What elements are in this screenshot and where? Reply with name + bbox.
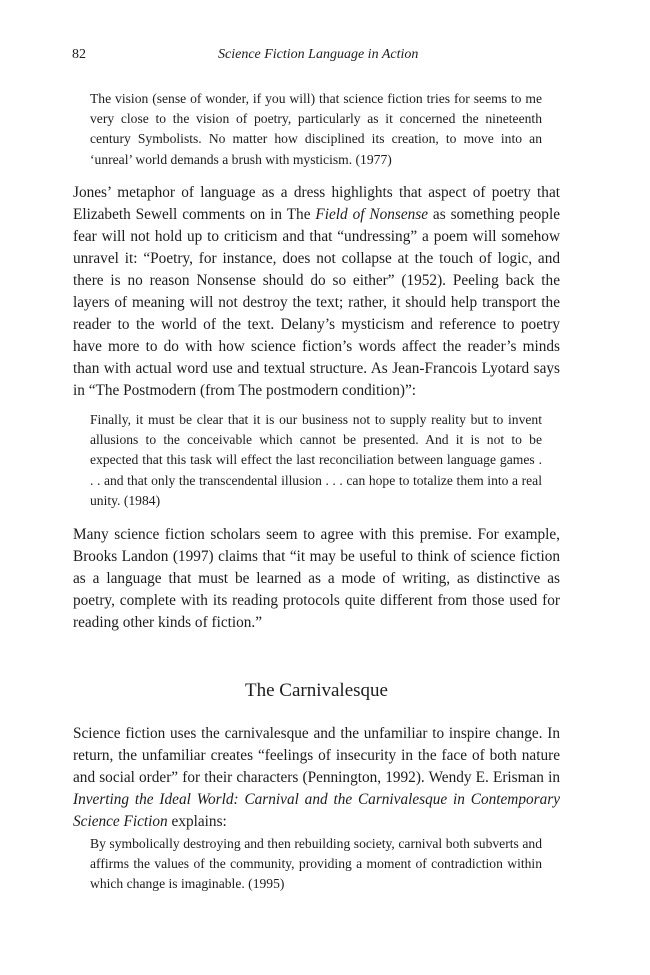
paragraph-text: [73, 182, 560, 402]
paragraph-text-part: Jones’ metaphor of language as a dress highlights that aspect of poetry that Elizabeth Sewell comments on in The: [73, 184, 560, 223]
body-paragraph-sewell: [73, 182, 560, 402]
block-quote-text: By symbolically destroying and then rebuilding society, carnival both subverts and affirms the values of the community, providing a moment of contradiction within which change is imaginable. (1995): [90, 836, 542, 892]
page-number: 82: [72, 47, 86, 62]
paragraph-text: Many science fiction scholars seem to agree with this premise. For example, Brooks Landon (1997) claims that “it may be useful to think of science fiction as a language that must be learned as a mode of writing, as distinctive as poetry, complete with its reading protocols quite different from those used for reading other kinds of fiction.”: [73, 526, 560, 631]
section-heading: The Carnivalesque: [245, 680, 388, 701]
block-quote-text: Finally, it must be clear that it is our business not to supply reality but to invent allusions to the conceivable which cannot be presented. And it is not to be expected that this task will effect the last reconciliation between language games . . . and that only the transcendental illusion . . . can hope to totalize them into a real unity. (1984): [90, 412, 542, 508]
block-quote-delany: [90, 89, 542, 170]
book-title-inverting-the-ideal-world: Inverting the Ideal World: Carnival and the Carnivalesque in Contemporary Science Fiction: [73, 791, 560, 830]
paragraph-text-part: as something people fear will not hold up to criticism and that “undressing” a poem will somehow unravel it: “Poetry, for instance, does not collapse at the touch of logic, and there is no reason Nonsense should do so either” (1952). Peeling back the layers of meaning will not destroy the text; rather, it should help transport the reader to the world of the text. Delany’s mysticism and reference to poetry have more to do with how science fiction’s words affect the reader’s minds than with actual word use and textual structure. As Jean-Francois Lyotard says in “The Postmodern (from The postmodern condition)”:: [73, 206, 560, 399]
paragraph-text: [73, 723, 560, 833]
body-paragraph-carnivalesque: [73, 723, 560, 833]
paragraph-text-part: Science fiction uses the carnivalesque and the unfamiliar to inspire change. In return, the unfamiliar creates “feelings of insecurity in the face of both nature and social order” for their characters (Pennington, 1992). Wendy E. Erisman in: [73, 725, 560, 786]
paragraph-text-part: explains:: [167, 813, 227, 830]
book-title-field-of-nonsense: Field of Nonsense: [315, 206, 429, 223]
running-title: Science Fiction Language in Action: [218, 47, 419, 62]
block-quote-lyotard: [90, 410, 542, 511]
running-head: [72, 45, 558, 65]
block-quote-text: The vision (sense of wonder, if you will) that science fiction tries for seems to me very close to the vision of poetry, particularly as it concerned the nineteenth century Symbolists. No matter how disciplined its creation, to move into an ‘unreal’ world demands a brush with mysticism. (1977): [90, 91, 542, 167]
body-paragraph-landon: [73, 524, 560, 634]
block-quote-erisman: [90, 834, 542, 895]
